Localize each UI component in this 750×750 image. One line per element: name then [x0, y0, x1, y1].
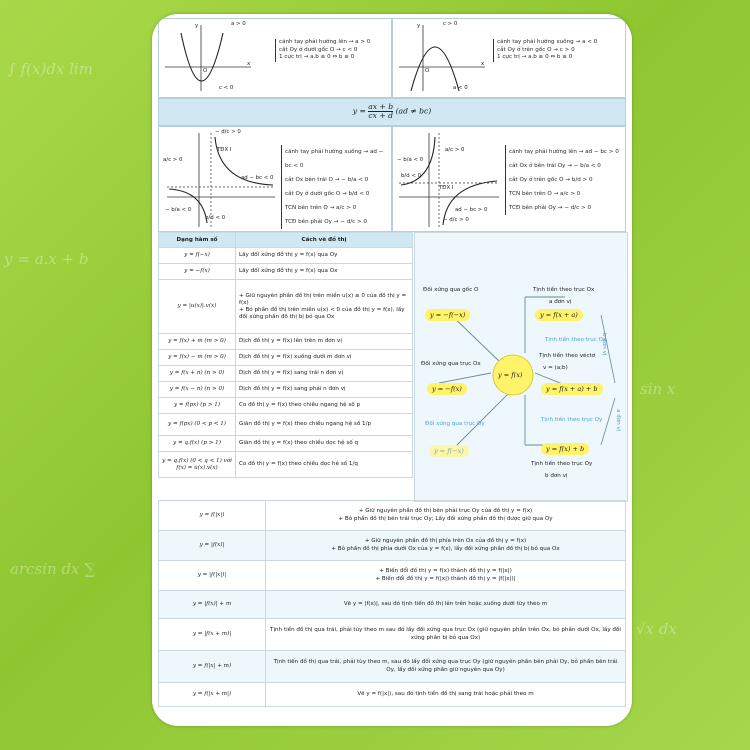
- table-row: [159, 591, 626, 619]
- graph-label: − b/a < 0: [165, 207, 192, 213]
- drawing-method: Co đồ thị y = f(x) theo chiều dọc hệ số 1/q: [236, 452, 413, 478]
- note-line: TCN bên trên O → a/c > 0: [509, 191, 581, 197]
- background-scribble: arcsin dx ∑: [10, 560, 95, 578]
- table-row: [159, 531, 626, 561]
- function-form: y = f(|x| + m): [159, 651, 266, 683]
- drawing-method: Lấy đối xứng đồ thị y = f(x) qua Ox: [236, 264, 413, 280]
- note-line: cánh tay phải hướng lên → ad − bc > 0: [509, 149, 619, 155]
- side-label: b đơn vị: [601, 333, 607, 356]
- graph-notes: [505, 145, 619, 215]
- graph-label: a < 0: [453, 85, 468, 91]
- drawing-method: Co đồ thị y = f(x) theo chiều ngang hệ số p: [236, 398, 413, 414]
- function-form: y = q.f(x) (p > 1): [159, 436, 236, 452]
- drawing-method: Dịch đồ thị y = f(x) sang phải n đơn vị: [236, 382, 413, 398]
- graph-label: b/d < 0: [205, 215, 226, 221]
- table-row: [159, 350, 413, 366]
- drawing-method: Dịch đồ thị y = f(x) lên trên m đơn vị: [236, 334, 413, 350]
- drawing-method: + Giữ nguyên phần đồ thị bên phải trục Oy của đồ thị y = f(x) + Bỏ phần đồ thị bên trái trục Oy; Lấy đối xứng phần đồ thị được giữ qua Oy: [266, 501, 626, 531]
- background-scribble: ∫ f(x)dx lim: [8, 60, 93, 78]
- absolute-value-table: [158, 500, 626, 707]
- function-form: y = q.f(x) (0 < q < 1) với f(x) = u(x).v(x): [159, 452, 236, 478]
- graph-notes: [275, 39, 370, 62]
- background-scribble: √x dx: [636, 620, 677, 638]
- note-line: cắt Oy ở trên gốc O → c > 0: [497, 46, 575, 53]
- table-row: [159, 452, 413, 478]
- branch-label: Đối xứng qua trục Ox: [421, 361, 481, 367]
- parabola-up-graph: [159, 19, 259, 97]
- parabola-down-graph: [393, 19, 493, 97]
- formula-numerator: ax + b: [368, 102, 394, 111]
- table-row: [159, 414, 413, 436]
- branch-label: b đơn vị: [545, 473, 568, 479]
- transform-mindmap: [414, 232, 628, 502]
- note-line: cắt Ox bên trái O → − b/a < 0: [285, 177, 369, 183]
- hyperbola-box-right: [392, 126, 626, 232]
- column-header: Dạng hàm số: [159, 233, 236, 248]
- formula-denominator: cx + d: [368, 111, 394, 120]
- function-form: y = f(|x + m|): [159, 683, 266, 707]
- graph-label: y: [417, 23, 421, 29]
- function-tag: y = f(x) + b: [541, 443, 589, 455]
- table-row: [159, 683, 626, 707]
- function-form: y = f(px) (0 < p < 1): [159, 414, 236, 436]
- formula-band: [158, 98, 626, 126]
- note-line: cắt Oy ở dưới gốc O → c < 0: [279, 46, 358, 53]
- function-form: y = f(x) + m (m > 0): [159, 334, 236, 350]
- branch-label: Tịnh tiến theo trục Ox: [545, 337, 607, 343]
- graph-label: c > 0: [443, 21, 458, 27]
- graph-label: a/c > 0: [163, 157, 183, 163]
- graph-label: − b/a < 0: [397, 157, 424, 163]
- table-row: [159, 619, 626, 651]
- function-form: y = f(x − n) (n > 0): [159, 382, 236, 398]
- drawing-method: Vẽ y = f(|x|), sau đó tịnh tiến đồ thị sang trái hoặc phải theo m: [266, 683, 626, 707]
- drawing-method: Tịnh tiến đồ thị qua trái, phải tùy theo m, sau đó lấy đối xứng qua trục Oy (giữ nguyên phần bên phải Oy, bỏ phần bên trái Oy, lấy đối xứng phần giữ nguyên qua Oy): [266, 651, 626, 683]
- table-row: [159, 561, 626, 591]
- graph-label: c < 0: [219, 85, 234, 91]
- drawing-method: + Biến đổi đồ thị y = f(x) thành đồ thị y = f(|x|) + Biến đổi đồ thị y = f(|x|) thành đồ thị y = |f(|x|)|: [266, 561, 626, 591]
- transform-table: [158, 232, 413, 478]
- formula-condition: (ad ≠ bc): [395, 106, 432, 116]
- note-line: cánh tay phải hướng lên → a > 0: [279, 39, 371, 45]
- function-tag: y = f(x + a): [535, 309, 583, 321]
- note-line: 1 cực trị → a.b ≥ 0 ⇔ b ≥ 0: [279, 54, 355, 61]
- function-form: y = |f(|x|)|: [159, 561, 266, 591]
- function-form: y = |f(x)| + m: [159, 591, 266, 619]
- drawing-method: Dịch đồ thị y = f(x) sang trái n đơn vị: [236, 366, 413, 382]
- graph-label: TĐX I: [439, 185, 454, 191]
- function-form: y = |f(x)|: [159, 531, 266, 561]
- graph-label: ad − bc < 0: [241, 175, 274, 181]
- drawing-method: Giãn đồ thị y = f(x) theo chiều ngang hệ số 1/p: [236, 414, 413, 436]
- branch-label: Tịnh tiến theo trục Oy: [531, 461, 593, 467]
- function-form: y = f(|x|): [159, 501, 266, 531]
- table-header-row: [159, 233, 413, 248]
- graph-box-right: [392, 18, 626, 98]
- graph-notes: [493, 39, 597, 62]
- graph-label: O: [203, 68, 208, 74]
- drawing-method: Giãn đồ thị y = f(x) theo chiều dọc hệ số q: [236, 436, 413, 452]
- side-label: a đơn vị: [615, 409, 621, 432]
- graph-label: y: [195, 23, 199, 29]
- table-row: [159, 264, 413, 280]
- graph-label: ad − bc > 0: [455, 207, 488, 213]
- hyperbola-box-left: [158, 126, 392, 232]
- branch-label: Tịnh tiến theo trục Ox: [533, 287, 595, 293]
- drawing-method: Tịnh tiến đồ thị qua trái, phải tùy theo m sau đó lấy đối xứng qua trục Ox (giữ nguyên phần trên Ox, bỏ phần dưới Ox, lấy đối xứng phần bị bỏ qua Ox): [266, 619, 626, 651]
- note-line: TCĐ bên phải Oy → − d/c > 0: [285, 219, 368, 225]
- note-line: cánh tay phải hướng xuống → a < 0: [497, 39, 598, 45]
- drawing-method: Vẽ y = |f(x)|, sau đó tịnh tiến đồ thị lên trên hoặc xuống dưới tùy theo m: [266, 591, 626, 619]
- column-header: Cách vẽ đồ thị: [236, 233, 413, 248]
- function-form: y = f(px) (p > 1): [159, 398, 236, 414]
- branch-label: Tịnh tiến theo véctơ: [539, 353, 596, 359]
- background-scribble: sin x: [640, 380, 676, 398]
- formula-fraction: [368, 103, 393, 120]
- vector-name: v = (a;b): [543, 365, 568, 371]
- reference-sheet: [152, 14, 632, 726]
- table-row: [159, 366, 413, 382]
- graph-label: − d/c > 0: [443, 217, 469, 223]
- table-row: [159, 501, 626, 531]
- function-form: y = −f(x): [159, 264, 236, 280]
- function-form: y = f(x) − m (m > 0): [159, 350, 236, 366]
- branch-label: Tịnh tiến theo trục Oy: [541, 417, 603, 423]
- graph-notes: [281, 145, 391, 229]
- function-form: y = |f(x + m)|: [159, 619, 266, 651]
- note-line: cánh tay phải hướng xuống → ad − bc < 0: [285, 149, 384, 169]
- drawing-method: + Giữ nguyên phần đồ thị trên miền u(x) ≥ 0 của đồ thị y = f(x) + Bỏ phần đồ thị trên miền u(x) < 0 của đồ thị y = f(x), lấy đối xứng phần đồ thị bị bỏ qua Ox: [236, 280, 413, 334]
- function-form: y = f(−x): [159, 248, 236, 264]
- drawing-method: Dịch đồ thị y = f(x) xuống dưới m đơn vị: [236, 350, 413, 366]
- center-function: y = f(x): [498, 371, 523, 379]
- function-tag: y = f(x + a) + b: [541, 383, 603, 395]
- graph-box-left: [158, 18, 392, 98]
- rational-function-formula: [159, 103, 625, 120]
- function-tag: y = −f(−x): [425, 309, 470, 321]
- table-row: [159, 651, 626, 683]
- graph-label: a/c > 0: [445, 147, 465, 153]
- function-form: y = f(x + n) (n > 0): [159, 366, 236, 382]
- graph-label: x: [481, 61, 485, 67]
- graph-label: − d/c > 0: [215, 129, 241, 135]
- branch-label: Đối xứng qua trục Oy: [425, 421, 485, 427]
- note-line: cắt Oy ở trên gốc O → b/d > 0: [509, 177, 593, 183]
- function-tag: y = −f(x): [427, 383, 467, 395]
- graph-label: x: [247, 61, 251, 67]
- drawing-method: + Giữ nguyên phần đồ thị phía trên Ox của đồ thị y = f(x) + Bỏ phần đồ thị phía dưới Ox của y = f(x), lấy đối xứng phần đồ thị bị bỏ qua Ox: [266, 531, 626, 561]
- background-scribble: y = a.x + b: [4, 250, 89, 268]
- table-row: [159, 382, 413, 398]
- branch-label: Đối xứng qua gốc O: [423, 287, 479, 293]
- formula-lhs: y =: [352, 106, 366, 116]
- note-line: 1 cực trị → a.b ≥ 0 ⇔ b ≤ 0: [497, 54, 573, 61]
- table-row: [159, 280, 413, 334]
- note-line: cắt Oy ở dưới gốc O → b/d < 0: [285, 191, 370, 197]
- drawing-method: Lấy đối xứng đồ thị y = f(x) qua Oy: [236, 248, 413, 264]
- table-row: [159, 398, 413, 414]
- function-tag: y = f(−x): [429, 445, 469, 457]
- table-row: [159, 436, 413, 452]
- branch-label: a đơn vị: [549, 299, 572, 305]
- function-form: y = |u(x)|.v(x): [159, 280, 236, 334]
- graph-label: O: [425, 68, 430, 74]
- table-row: [159, 334, 413, 350]
- note-line: TCN bên trên O → a/c > 0: [285, 205, 357, 211]
- note-line: TCĐ bên phải Oy → − d/c > 0: [509, 205, 592, 211]
- graph-label: a > 0: [231, 21, 246, 27]
- graph-label: b/d < 0: [401, 173, 422, 179]
- graph-label: TĐX I: [217, 147, 232, 153]
- table-row: [159, 248, 413, 264]
- note-line: cắt Ox ở bên trái Oy → − b/a < 0: [509, 163, 601, 169]
